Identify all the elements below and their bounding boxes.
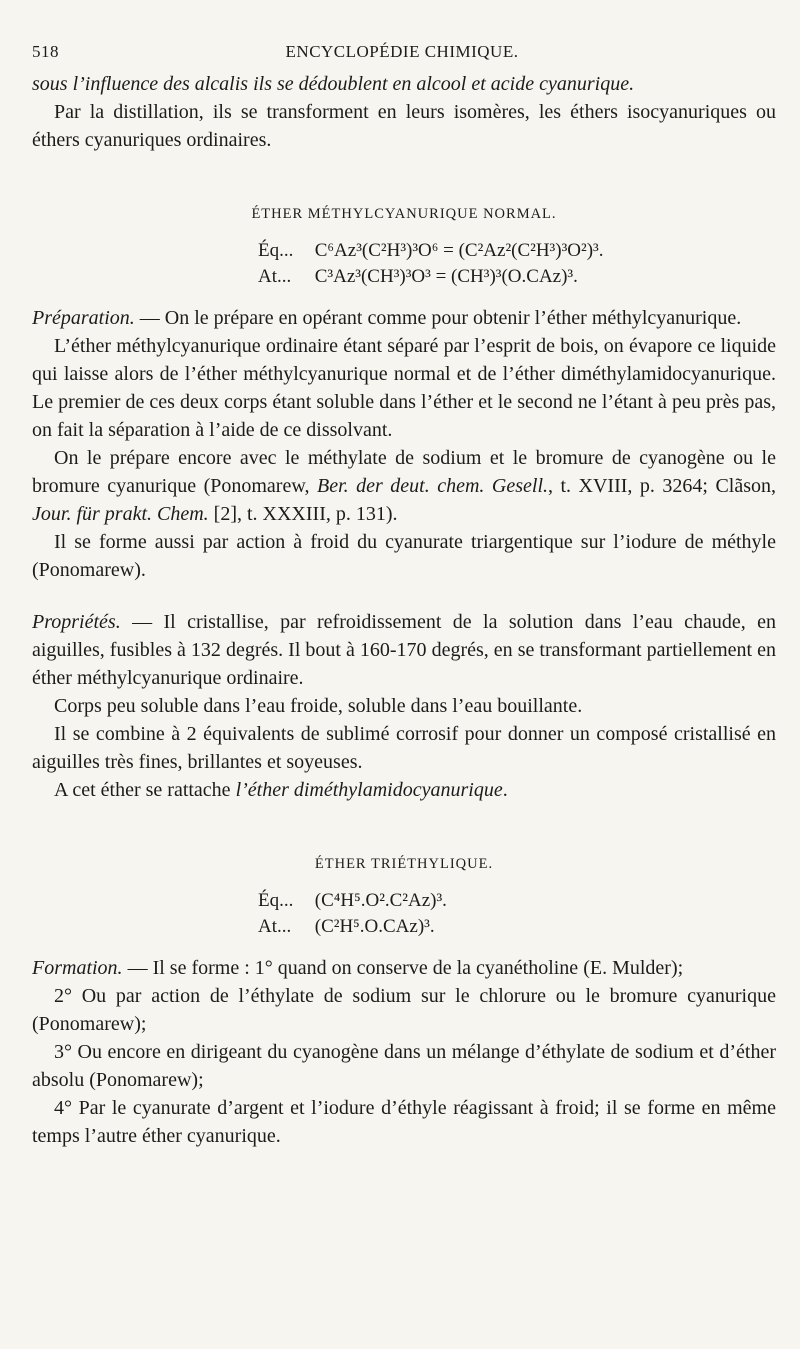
- formula-at-label: At...: [258, 916, 292, 937]
- subsection-title-proprietes: Propriétés.: [32, 611, 121, 633]
- text-run: A cet éther se rattache: [54, 779, 236, 801]
- citation-ber: Ber. der deut. chem. Gesell.: [316, 475, 548, 497]
- formula-at-value: C³Az³(CH³)³O³ = (CH³)³(O.CAz)³.: [314, 266, 578, 287]
- paragraph-rattache: [32, 776, 776, 804]
- formula-eq-label: Éq...: [258, 890, 294, 911]
- page-body: [32, 70, 776, 1150]
- paragraph-triargentique: Il se forme aussi par action à froid du cyanurate triargentique sur l’iodure de méthyle (Ponomarew).: [32, 531, 776, 581]
- text-run: .: [502, 779, 508, 801]
- subsection-title-preparation: Préparation.: [32, 307, 135, 329]
- formula-eq-value: (C⁴H⁵.O².C²Az)³.: [314, 890, 447, 911]
- formula-at-value: (C²H⁵.O.CAz)³.: [314, 916, 435, 937]
- paragraph-proprietes: [32, 608, 776, 692]
- section-heading-triethylique: ÉTHER TRIÉTHYLIQUE.: [314, 856, 494, 872]
- text-run: [2], t. XXXIII, p. 131).: [208, 503, 398, 525]
- paragraph-continued: sous l’influence des alcalis ils se dédoublent en alcool et acide cyanurique.: [32, 73, 635, 95]
- paragraph-preparation: [32, 304, 776, 332]
- compound-name: l’éther diméthylamidocyanurique: [235, 779, 503, 801]
- subsection-title-formation: Formation.: [32, 957, 123, 979]
- formula-at-line: [258, 914, 776, 940]
- formula-methylcyanurique: [32, 238, 776, 290]
- formula-eq-value: C⁶Az³(C²H³)³O⁶ = (C²Az²(C²H³)³O²)³.: [314, 240, 604, 261]
- preparation-text: — On le prépare en opérant comme pour obtenir l’éther méthylcyanurique.: [134, 307, 742, 329]
- formation-text: — Il se forme : 1° quand on conserve de la cyanétholine (E. Mulder);: [122, 957, 684, 979]
- page-header: [32, 42, 772, 68]
- paragraph-sublime: Il se combine à 2 équivalents de sublimé corrosif pour donner un composé cristallisé en aiguilles très fines, brillantes et soyeuses.: [32, 723, 776, 773]
- paragraph-formation-2: 2° Ou par action de l’éthylate de sodium sur le chlorure ou le bromure cyanurique (Ponomarew);: [32, 985, 776, 1035]
- paragraph-formation-3: 3° Ou encore en dirigeant du cyanogène dans un mélange d’éthylate de sodium et d’éther absolu (Ponomarew);: [32, 1041, 776, 1091]
- page-number: 518: [32, 42, 59, 61]
- citation-jour: Jour. für prakt. Chem.: [32, 503, 209, 525]
- formula-eq-label: Éq...: [258, 240, 294, 261]
- formula-eq-line: [258, 888, 776, 914]
- text-run: On le prépare encore avec le méthylate de sodium et le bromure de cyanogène ou le bromure cyanurique (Ponomarew,: [32, 447, 776, 497]
- formula-at-line: [258, 264, 776, 290]
- paragraph-methylate: [32, 444, 776, 528]
- paragraph-separation: L’éther méthylcyanurique ordinaire étant séparé par l’esprit de bois, on évapore ce liquide qui laisse alors de l’éther méthylcyanurique normal et de l’éther diméthylamidocyanurique. Le premier de ces deux corps étant soluble dans l’éther et le second ne l’étant à peu près pas, on fait la séparation à l’aide de ce dissolvant.: [32, 335, 776, 441]
- text-run: , t. XVIII, p. 3264; Clãson,: [548, 475, 776, 497]
- formula-eq-line: [258, 238, 776, 264]
- running-title: ENCYCLOPÉDIE CHIMIQUE.: [285, 42, 519, 61]
- proprietes-text: — Il cristallise, par refroidissement de la solution dans l’eau chaude, en aiguilles, fusibles à 132 degrés. Il bout à 160-170 degrés, en se transformant partiellement en éther méthylcyanurique ordinaire.: [32, 611, 776, 689]
- paragraph-distillation: Par la distillation, ils se transforment en leurs isomères, les éthers isocyanuriques ou éthers cyanuriques ordinaires.: [32, 101, 776, 151]
- formula-at-label: At...: [258, 266, 292, 287]
- section-heading-methylcyanurique: ÉTHER MÉTHYLCYANURIQUE NORMAL.: [251, 206, 557, 222]
- formula-triethylique: [32, 888, 776, 940]
- paragraph-formation-4: 4° Par le cyanurate d’argent et l’iodure d’éthyle réagissant à froid; il se forme en même temps l’autre éther cyanurique.: [32, 1097, 776, 1147]
- paragraph-solubilite: Corps peu soluble dans l’eau froide, soluble dans l’eau bouillante.: [54, 695, 583, 717]
- paragraph-formation: [32, 954, 776, 982]
